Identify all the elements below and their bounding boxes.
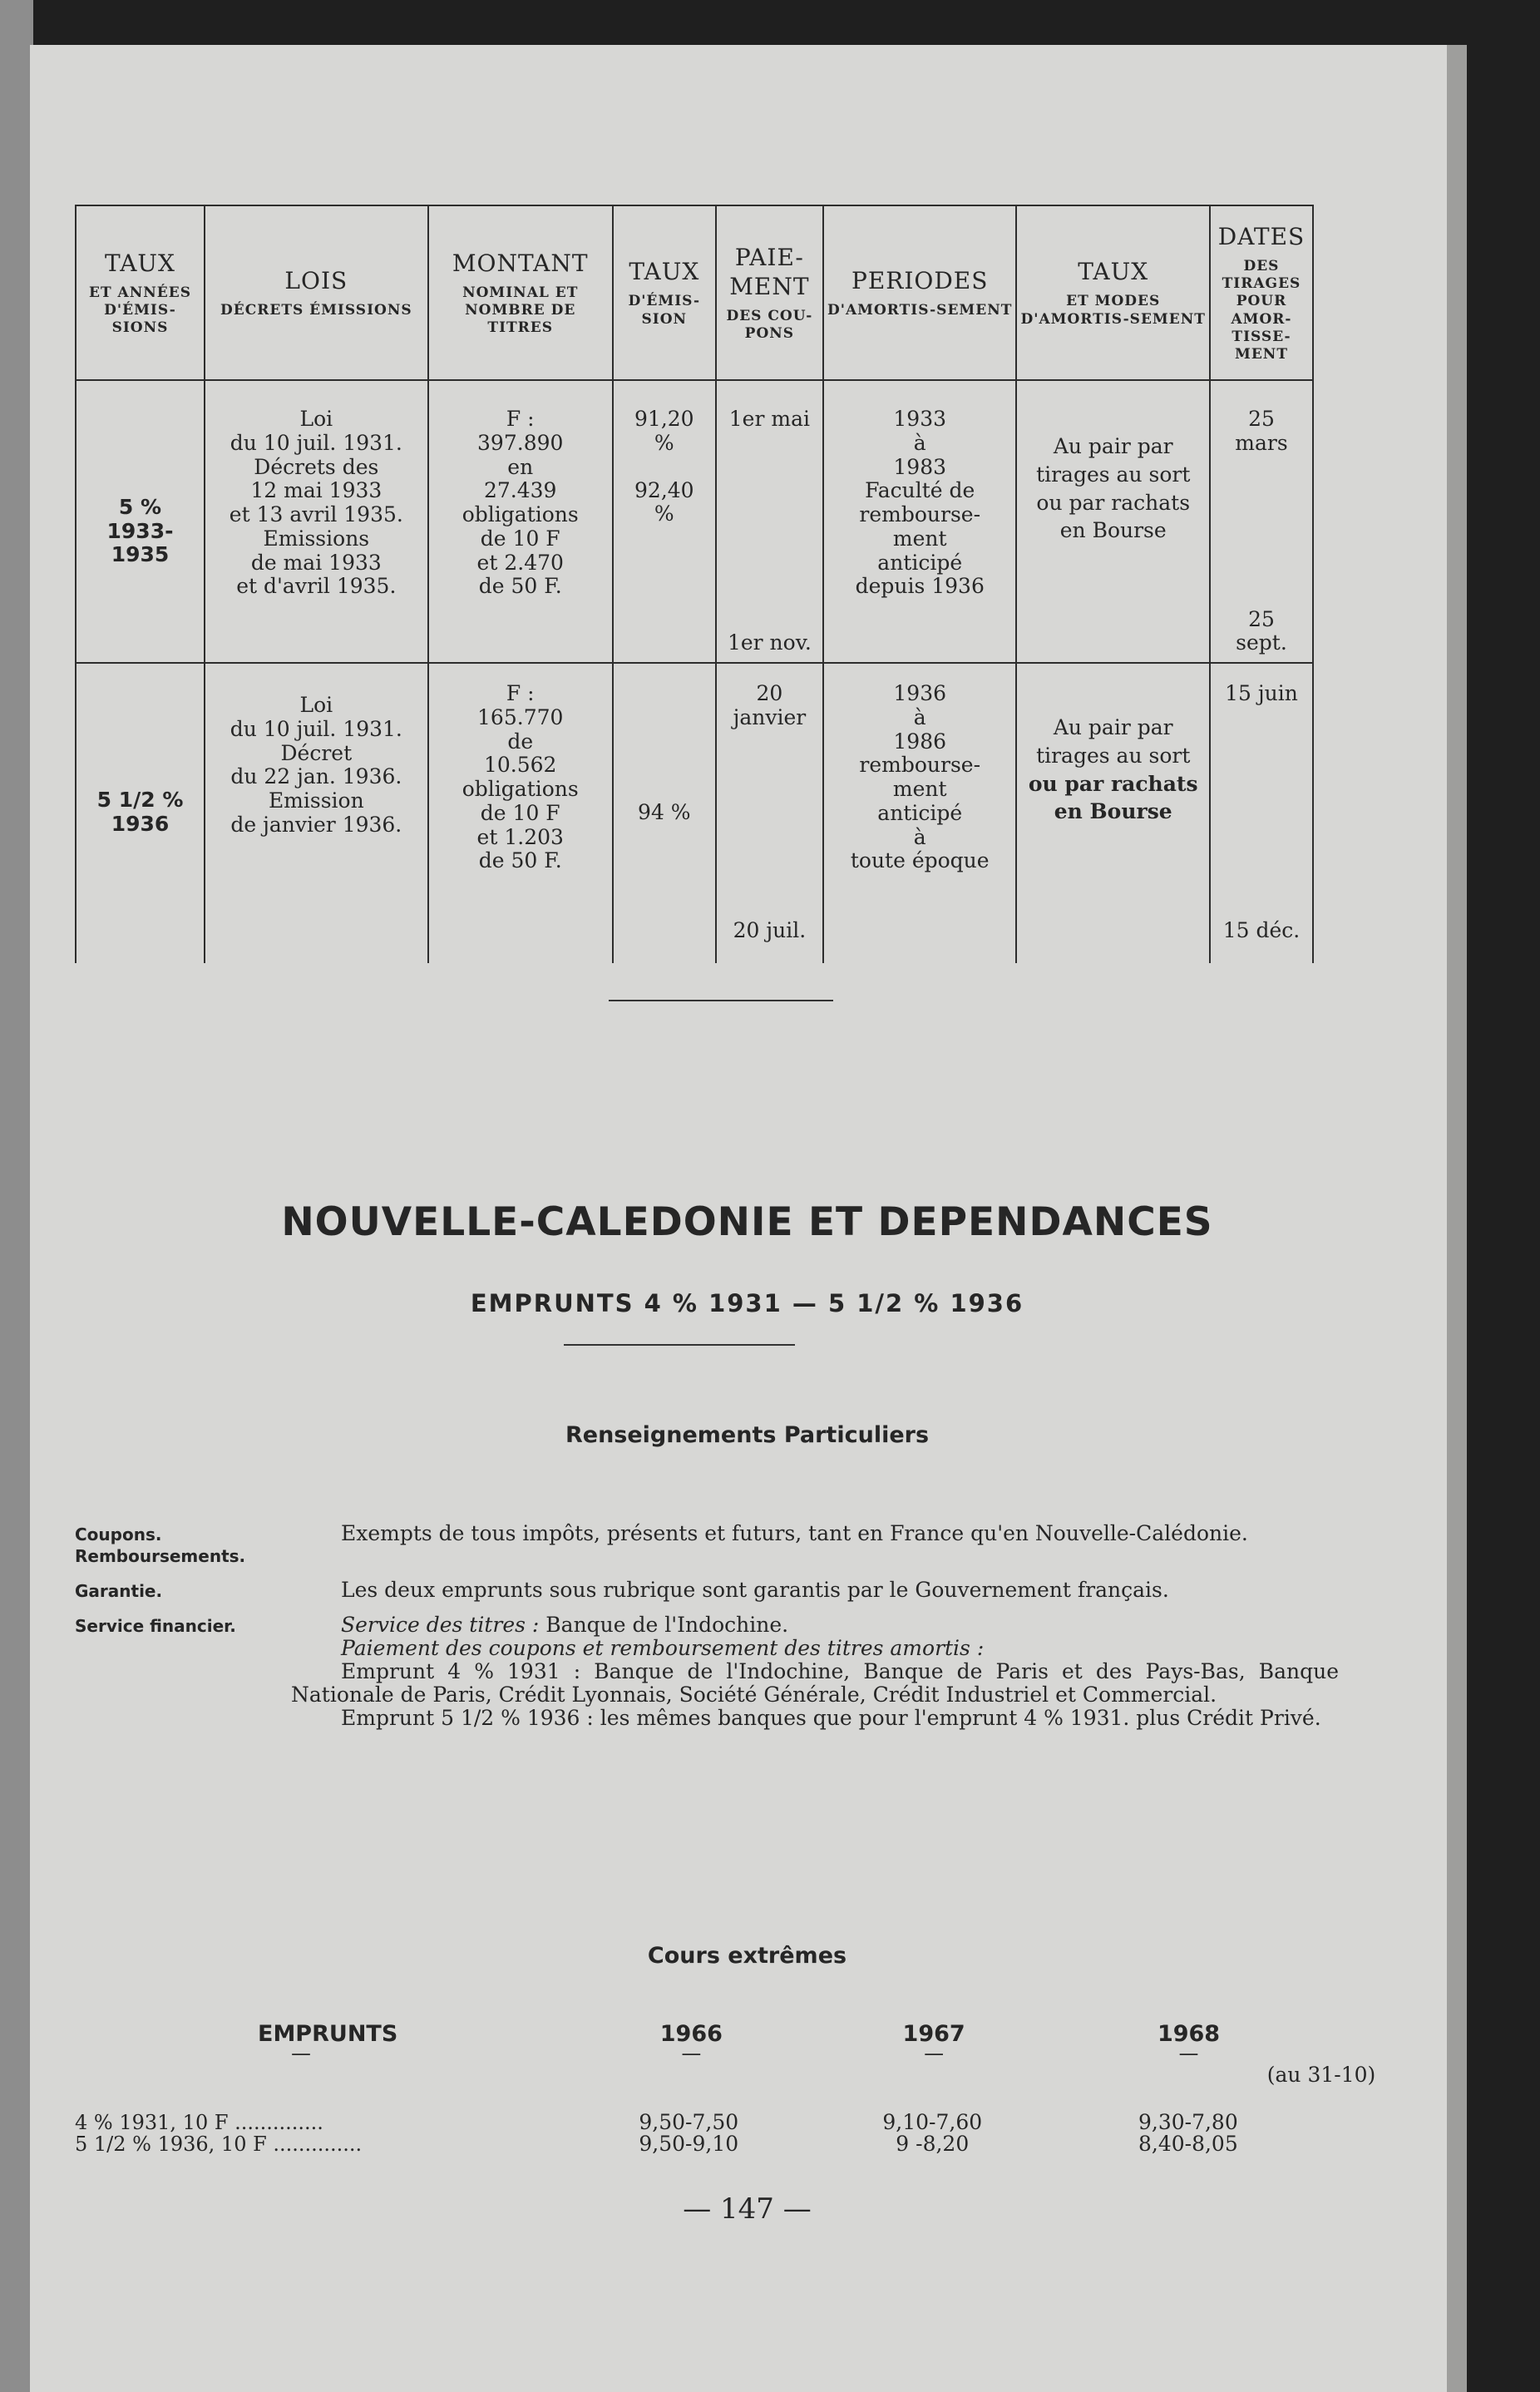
modes-cell: Au pair par tirages au sort ou par rachats en Bourse <box>1016 663 1210 963</box>
rate-cell: 5 % 1933- 1935 <box>76 380 205 663</box>
section-heading-cours: Cours extrêmes <box>647 1943 847 1969</box>
page-subtitle: EMPRUNTS 4 % 1931 — 5 1/2 % 1936 <box>470 1289 1024 1317</box>
header-lois: LOIS DÉCRETS ÉMISSIONS <box>205 205 428 380</box>
note-1968: (au 31-10) <box>1266 2063 1376 2087</box>
cours-value-1968: 9,30-7,80 <box>1138 2110 1238 2134</box>
periodes-cell: 1936 à 1986 rembourse- ment anticipé à toute époque <box>823 663 1017 963</box>
dates-cell: 25 mars 25 sept. <box>1210 380 1313 663</box>
header-periodes: PERIODES D'AMORTIS-SEMENT <box>823 205 1017 380</box>
cours-value-1966: 9,50-9,10 <box>639 2132 739 2156</box>
cours-emprunt-name: 5 1/2 % 1936, 10 F .............. <box>75 2133 363 2156</box>
table-header-row <box>76 205 1313 380</box>
header-taux-annees: TAUX ET ANNÉES D'ÉMIS-SIONS <box>76 205 205 380</box>
coupons-label: Coupons. Remboursements. <box>75 1525 246 1566</box>
cours-value-1967: 9 -8,20 <box>896 2132 970 2156</box>
col-1968: 1968 — <box>1157 2021 1221 2065</box>
coupons-entry <box>75 1522 1339 1567</box>
paiement-cell: 1er mai 1er nov. <box>716 380 823 663</box>
header-taux-emission: TAUX D'ÉMIS-SION <box>613 205 716 380</box>
header-montant: MONTANT NOMINAL ET NOMBRE DE TITRES <box>428 205 613 380</box>
table-row <box>75 2133 1322 2156</box>
service-text: Service des titres : Banque de l'Indochine. Paiement des coupons et remboursement des titres amortis : Emprunt 4 % 1931 : Banque de l'Indochine, Banque de Paris et des Pays-Bas, Banque Nationale de Paris, Crédit Lyonnais, Société Générale, Crédit Industriel et Commercial. Emprunt 5 1/2 % 1936 : les mêmes banques que pour l'emprunt 4 % 1931. plus Crédit Privé. <box>291 1613 1339 1730</box>
col-emprunts: EMPRUNTS — <box>258 2021 398 2065</box>
col-1967: 1967 — <box>902 2021 965 2065</box>
header-dates: DATES DES TIRAGES POUR AMOR-TISSE-MENT <box>1210 205 1313 380</box>
header-paiement: PAIE-MENT DES COU-PONS <box>716 205 823 380</box>
cours-table-header <box>75 2021 1322 2065</box>
garantie-entry <box>75 1579 1339 1602</box>
page-number: — 147 — <box>683 2192 812 2226</box>
cours-value-1968: 8,40-8,05 <box>1138 2132 1238 2156</box>
page-title: NOUVELLE-CALEDONIE ET DEPENDANCES <box>281 1199 1213 1245</box>
rate-cell: 5 1/2 % 1936 <box>76 663 205 963</box>
table-row <box>76 380 1313 663</box>
loan-rates-table <box>75 205 1314 963</box>
lois-cell: Loi du 10 juil. 1931. Décret du 22 jan. 1936. Emission de janvier 1936. <box>205 663 428 963</box>
cours-value-1966: 9,50-7,50 <box>639 2110 739 2134</box>
table-row <box>75 2111 1322 2134</box>
header-taux-modes: TAUX ET MODES D'AMORTIS-SEMENT <box>1016 205 1210 380</box>
table-row <box>76 663 1313 963</box>
document-page <box>30 45 1464 2392</box>
paiement-cell: 20 janvier 20 juil. <box>716 663 823 963</box>
separator-rule <box>564 1344 795 1346</box>
montant-cell: F : 165.770 de 10.562 obligations de 10 F et 1.203 de 50 F. <box>428 663 613 963</box>
montant-cell: F : 397.890 en 27.439 obligations de 10 F et 2.470 de 50 F. <box>428 380 613 663</box>
service-label: Service financier. <box>75 1616 236 1636</box>
taux-emission-cell: 91,20 % 92,40 % <box>613 380 716 663</box>
garantie-label: Garantie. <box>75 1581 163 1601</box>
modes-cell: Au pair par tirages au sort ou par rachats en Bourse <box>1016 380 1210 663</box>
dates-cell: 15 juin 15 déc. <box>1210 663 1313 963</box>
page-edge <box>1447 45 1467 2392</box>
cours-emprunt-name: 4 % 1931, 10 F .............. <box>75 2111 323 2134</box>
book-spine <box>0 0 33 2392</box>
section-heading-renseignements: Renseignements Particuliers <box>565 1422 930 1448</box>
col-1966: 1966 — <box>659 2021 723 2065</box>
taux-emission-cell: 94 % <box>613 663 716 963</box>
renseignements-section <box>75 1522 1339 1742</box>
cours-value-1967: 9,10-7,60 <box>882 2110 983 2134</box>
coupons-text: Exempts de tous impôts, présents et futurs, tant en France qu'en Nouvelle-Calédonie. <box>341 1521 1248 1545</box>
periodes-cell: 1933 à 1983 Faculté de rembourse- ment anticipé depuis 1936 <box>823 380 1017 663</box>
garantie-text: Les deux emprunts sous rubrique sont garantis par le Gouvernement français. <box>341 1578 1169 1602</box>
service-entry <box>75 1614 1339 1730</box>
lois-cell: Loi du 10 juil. 1931. Décrets des 12 mai 1933 et 13 avril 1935. Emissions de mai 1933 et d'avril 1935. <box>205 380 428 663</box>
separator-rule <box>609 1000 833 1001</box>
